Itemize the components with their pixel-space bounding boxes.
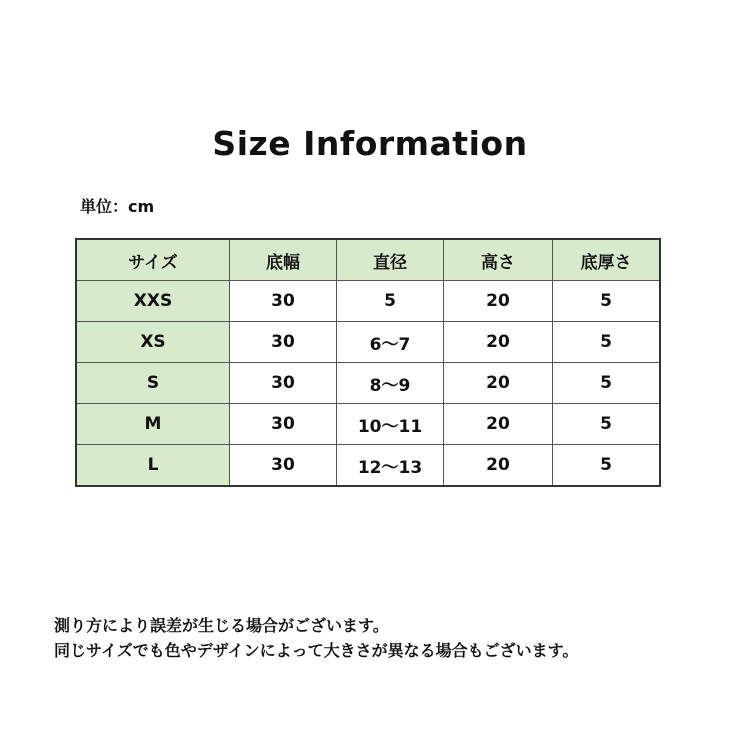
bottom-width-cell: 30: [230, 445, 337, 485]
size-table: [75, 238, 661, 487]
bottom-thickness-cell: 5: [553, 322, 659, 363]
note-size-variation: 同じサイズでも色やデザインによって大きさが異なる場合もございます。: [54, 641, 579, 660]
table-row: [77, 322, 659, 363]
table-row: [77, 404, 659, 445]
header-size: サイズ: [77, 240, 230, 281]
header-bottom-thickness: 底厚さ: [553, 240, 659, 281]
table-row: [77, 281, 659, 322]
height-cell: 20: [444, 281, 553, 322]
diameter-cell: 12～13: [337, 445, 444, 485]
bottom-thickness-cell: 5: [553, 445, 659, 485]
bottom-width-cell: 30: [230, 322, 337, 363]
bottom-width-cell: 30: [230, 363, 337, 404]
bottom-thickness-cell: 5: [553, 404, 659, 445]
diameter-cell: 5: [337, 281, 444, 322]
table-row: [77, 363, 659, 404]
size-cell: S: [77, 363, 230, 404]
unit-label: 単位：cm: [80, 197, 155, 216]
diameter-cell: 8～9: [337, 363, 444, 404]
height-cell: 20: [444, 445, 553, 485]
diameter-cell: 10～11: [337, 404, 444, 445]
diameter-cell: 6～7: [337, 322, 444, 363]
header-bottom-width: 底幅: [230, 240, 337, 281]
header-diameter: 直径: [337, 240, 444, 281]
page-title: Size Information: [212, 124, 528, 163]
height-cell: 20: [444, 404, 553, 445]
bottom-width-cell: 30: [230, 404, 337, 445]
table-header-row: [77, 240, 659, 281]
size-cell: L: [77, 445, 230, 485]
height-cell: 20: [444, 322, 553, 363]
table-row: [77, 445, 659, 485]
size-cell: XXS: [77, 281, 230, 322]
bottom-thickness-cell: 5: [553, 281, 659, 322]
size-cell: M: [77, 404, 230, 445]
height-cell: 20: [444, 363, 553, 404]
size-cell: XS: [77, 322, 230, 363]
note-measurement-error: 測り方により誤差が生じる場合がございます。: [54, 616, 389, 635]
header-height: 高さ: [444, 240, 553, 281]
bottom-width-cell: 30: [230, 281, 337, 322]
bottom-thickness-cell: 5: [553, 363, 659, 404]
